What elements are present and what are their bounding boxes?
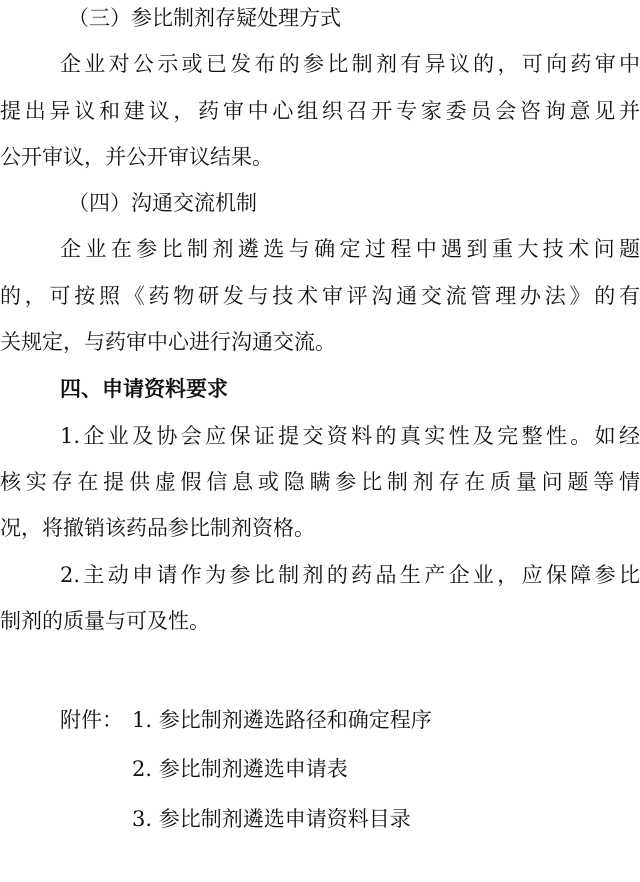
paragraph-line: 关规定，与药审中心进行沟通交流。 xyxy=(0,330,336,354)
requirements-heading: 四、申请资料要求 xyxy=(60,376,228,401)
attachment-item: 2. 参比制剂遴选申请表 xyxy=(132,757,348,781)
paragraph-line: 企业在参比制剂遴选与确定过程中遇到重大技术问题 xyxy=(60,237,640,261)
paragraph-line: 公开审议，并公开审议结果。 xyxy=(0,145,273,169)
section-heading-4: （四）沟通交流机制 xyxy=(68,191,257,215)
requirement-item-line: 制剂的质量与可及性。 xyxy=(0,609,210,633)
attachment-item: 1. 参比制剂遴选路径和确定程序 xyxy=(132,708,432,732)
attachments-label: 附件： xyxy=(60,708,123,732)
attachment-item: 3. 参比制剂遴选申请资料目录 xyxy=(132,807,411,831)
requirement-item-line: 2.主动申请作为参比制剂的药品生产企业，应保障参比 xyxy=(60,563,640,587)
paragraph-line: 企业对公示或已发布的参比制剂有异议的，可向药审中 xyxy=(60,52,640,76)
requirement-item-line: 况，将撤销该药品参比制剂资格。 xyxy=(0,516,315,540)
requirement-item-line: 核实存在提供虚假信息或隐瞒参比制剂存在质量问题等情 xyxy=(0,470,640,494)
requirement-item-line: 1.企业及协会应保证提交资料的真实性及完整性。如经 xyxy=(60,424,640,448)
section-heading-3: （三）参比制剂存疑处理方式 xyxy=(68,6,341,30)
paragraph-line: 提出异议和建议，药审中心组织召开专家委员会咨询意见并 xyxy=(0,99,640,123)
paragraph-line: 的，可按照《药物研发与技术审评沟通交流管理办法》的有 xyxy=(0,284,640,308)
